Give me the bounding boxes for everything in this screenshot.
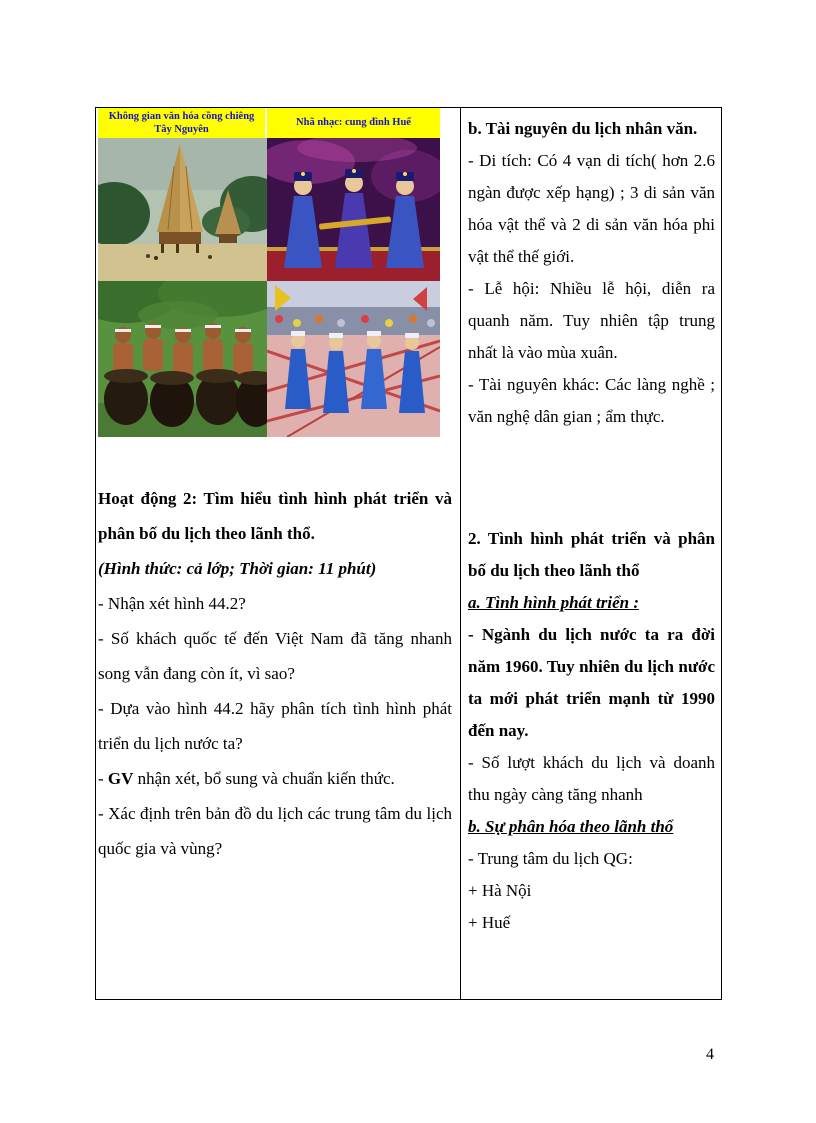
activity-text-block (98, 481, 452, 866)
activity-2-heading: Hoạt động 2: Tìm hiểu tình hình phát triển và phân bố du lịch theo lãnh thổ. (98, 489, 452, 543)
page-number: 4 (706, 1046, 714, 1063)
heading-section-2: 2. Tình hình phát triển và phân bố du lịch theo lãnh thổ (468, 529, 715, 580)
teacher-note (98, 761, 452, 796)
activity-question: - Số khách quốc tế đến Việt Nam đã tăng nhanh song vẫn đang còn ít, vì sao? (98, 629, 452, 683)
activity-question: - Dựa vào hình 44.2 hãy phân tích tình hình phát triển du lịch nước ta? (98, 699, 452, 753)
activity-question: - Nhận xét hình 44.2? (98, 594, 246, 613)
table-cell-content (461, 108, 721, 999)
caption-nha-nhac-hue: Nhã nhạc: cung đình Huế (267, 108, 440, 138)
figure-grid (98, 108, 440, 437)
heading-sub-a: a. Tình hình phát triển : (468, 593, 640, 612)
caption-cong-chieng: Không gian văn hóa cồng chiêng Tây Nguyên (98, 108, 267, 138)
content-paragraph: - Di tích: Có 4 vạn di tích( hơn 2.6 ngàn được xếp hạng) ; 3 di sản văn hóa vật thể và 2 di sản văn hóa phi vật thể thế giới. (468, 151, 715, 266)
photo-festival-parade (267, 281, 440, 437)
teacher-note-gv: GV (107, 769, 134, 788)
content-item: - Trung tâm du lịch QG: (468, 849, 633, 868)
photo-gong-drum-players (98, 281, 267, 437)
content-item: + Hà Nội (468, 881, 532, 900)
teacher-note-prefix: - (98, 769, 108, 788)
activity-question: - Xác định trên bản đồ du lịch các trung tâm du lịch quốc gia và vùng? (98, 804, 452, 858)
teacher-note-rest: nhận xét, bổ sung và chuẩn kiến thức. (133, 769, 395, 788)
photo-hue-court-music (267, 138, 440, 281)
table-cell-activities (96, 108, 461, 999)
lesson-plan-table (95, 107, 722, 1000)
content-paragraph: - Ngành du lịch nước ta ra đời năm 1960. Tuy nhiên du lịch nước ta mới phát triển mạnh từ 1990 đến nay. (468, 625, 715, 740)
content-paragraph: - Lễ hội: Nhiều lễ hội, diễn ra quanh năm. Tuy nhiên tập trung nhất là vào mùa xuân. (468, 279, 715, 362)
content-paragraph: - Số lượt khách du lịch và doanh thu ngày càng tăng nhanh (468, 753, 715, 804)
heading-sub-b: b. Sự phân hóa theo lãnh thổ (468, 817, 674, 836)
photo-tay-nguyen-communal-house (98, 138, 267, 281)
heading-human-tourism-resources: b. Tài nguyên du lịch nhân văn. (468, 119, 698, 138)
content-paragraph: - Tài nguyên khác: Các làng nghề ; văn nghệ dân gian ; ẩm thực. (468, 375, 715, 426)
content-item: + Huế (468, 913, 511, 932)
activity-format-line: (Hình thức: cả lớp; Thời gian: 11 phút) (98, 559, 377, 578)
